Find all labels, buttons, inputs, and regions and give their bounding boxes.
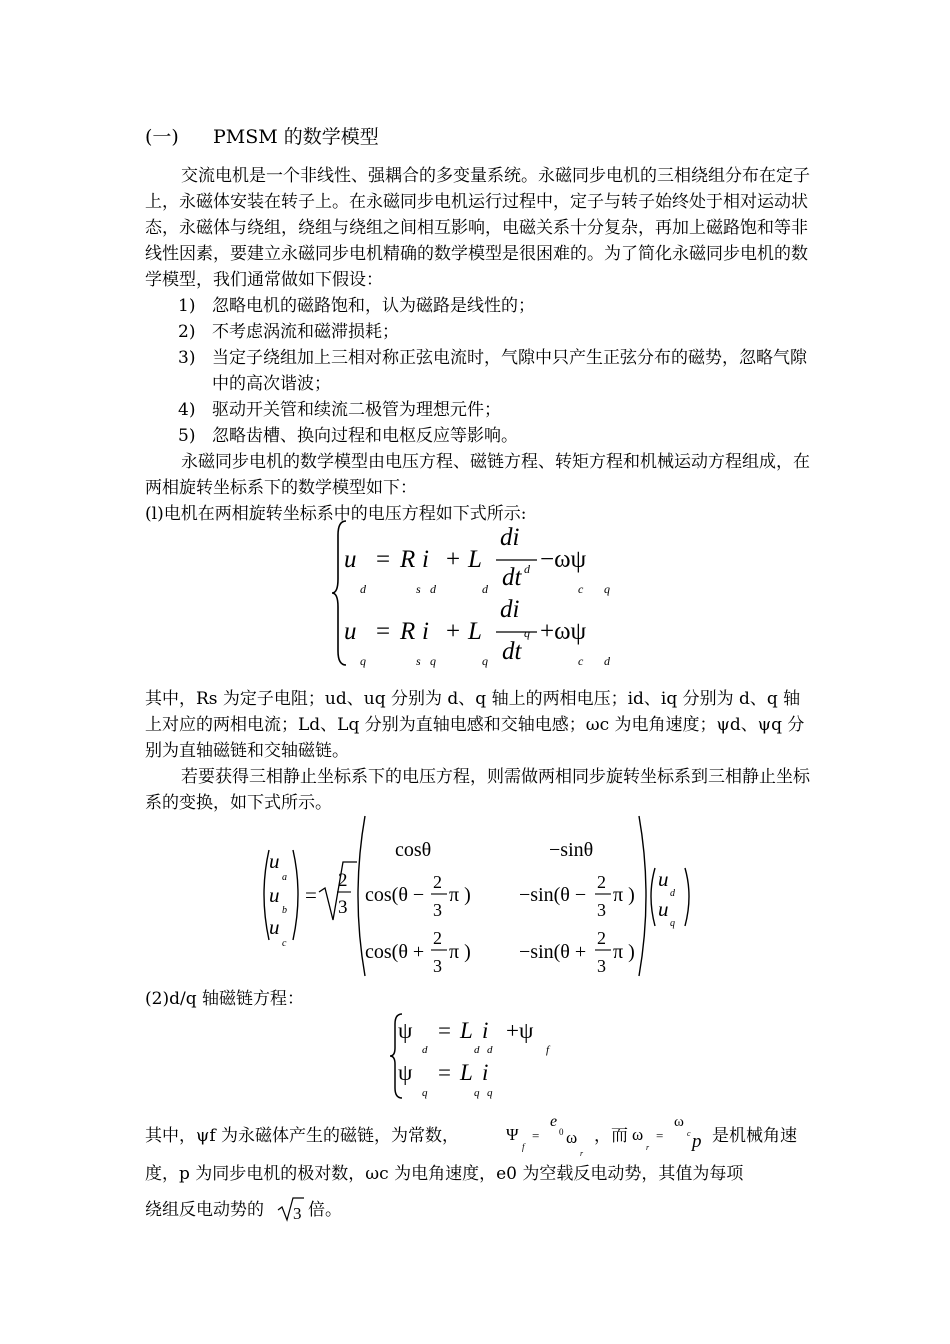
svg-text:L: L: [460, 1018, 473, 1043]
svg-text:s: s: [416, 582, 421, 596]
model-paragraph: 永磁同步电机的数学模型由电压方程、磁链方程、转矩方程和机械运动方程组成，在两相旋转坐标系下的数学模型如下：: [145, 452, 810, 498]
svg-text:d: d: [360, 582, 366, 596]
svg-text:d: d: [474, 1044, 480, 1056]
svg-text:p: p: [692, 1131, 702, 1152]
svg-text:u: u: [269, 915, 280, 939]
svg-text:L: L: [468, 546, 482, 573]
svg-text:s: s: [416, 654, 421, 668]
svg-text:d: d: [604, 654, 610, 668]
svg-text:c: c: [687, 1129, 691, 1138]
svg-text:ω: ω: [674, 1114, 684, 1130]
svg-text:cos(θ +: cos(θ +: [365, 941, 425, 963]
svg-text:+: +: [446, 618, 461, 645]
flux-equation-caption: (2)d/q 轴磁链方程：: [145, 989, 304, 1009]
svg-text:f: f: [546, 1044, 550, 1056]
svg-text:b: b: [282, 905, 287, 916]
svg-text:dt: dt: [502, 638, 522, 665]
svg-text:=: =: [438, 1018, 451, 1043]
svg-text:q: q: [430, 654, 436, 668]
svg-text:=: =: [532, 1128, 540, 1143]
svg-text:q: q: [422, 1087, 428, 1099]
svg-text:R: R: [400, 618, 416, 645]
svg-text:u: u: [658, 897, 669, 921]
section-heading: [145, 122, 379, 149]
svg-text:cosθ: cosθ: [395, 839, 432, 861]
svg-text:d: d: [422, 1044, 428, 1056]
svg-text:3: 3: [433, 956, 442, 976]
svg-text:=: =: [438, 1060, 451, 1085]
svg-text:π ): π ): [449, 941, 471, 963]
svg-text:−sinθ: −sinθ: [549, 839, 594, 861]
svg-text:+ωψ: +ωψ: [540, 618, 587, 645]
svg-text:L: L: [468, 618, 482, 645]
heading-title: PMSM 的数学模型: [213, 126, 379, 148]
svg-text:ψ: ψ: [398, 1018, 413, 1043]
svg-text:q: q: [487, 1087, 493, 1099]
assumption-number: 3): [178, 348, 196, 368]
intro-paragraph: 交流电机是一个非线性、强耦合的多变量系统。永磁同步电机的三相绕组分布在定子上，永磁体安装在转子上。在永磁同步电机运行过程中，定子与转子始终处于相对运动状态，永磁体与绕组，绕组与绕组之间相互影响，电磁关系十分复杂，再加上磁路饱和等非线性因素，要建立永磁同步电机精确的数学模型是很困难的。为了简化永磁同步电机的数学模型，我们通常做如下假设：: [145, 166, 810, 290]
svg-text:2: 2: [597, 928, 606, 948]
heading-number: (一): [145, 126, 179, 148]
svg-text:i: i: [482, 1018, 489, 1043]
svg-text:R: R: [400, 546, 416, 573]
svg-text:u: u: [658, 867, 669, 891]
svg-text:−ωψ: −ωψ: [540, 546, 587, 573]
voltage-equation: [330, 515, 630, 674]
assumption-text: 忽略电机的磁路饱和，认为磁路是线性的；: [212, 296, 535, 316]
svg-text:f: f: [522, 1142, 525, 1152]
assumption-text: 忽略齿槽、换向过程和电枢反应等影响。: [212, 426, 518, 446]
assumption-number: 1): [178, 296, 196, 316]
svg-text:L: L: [460, 1060, 473, 1085]
svg-text:di: di: [500, 596, 520, 623]
flux-variables-line-2: 度，p 为同步电机的极对数，ωc 为电角速度，e0 为空载反电动势，其值为每项: [145, 1164, 744, 1184]
svg-text:c: c: [578, 654, 584, 668]
svg-text:d: d: [524, 562, 530, 576]
psi-f-formula: [500, 1112, 600, 1164]
svg-text:π ): π ): [613, 884, 635, 906]
svg-text:i: i: [482, 1060, 489, 1085]
assumption-number: 2): [178, 322, 196, 342]
svg-text:ψ: ψ: [398, 1060, 413, 1085]
flux-text-e: 绕组反电动势的: [145, 1200, 264, 1220]
svg-text:i: i: [422, 618, 429, 645]
transform-equation: [255, 812, 700, 986]
svg-text:+: +: [446, 546, 461, 573]
svg-text:di: di: [500, 524, 520, 551]
svg-text:−sin(θ −: −sin(θ −: [519, 884, 587, 906]
transform-paragraph: 若要获得三相静止坐标系下的电压方程，则需做两相同步旋转坐标系到三相静止坐标系的变换，如下式所示。: [145, 767, 810, 813]
svg-text:q: q: [604, 582, 610, 596]
flux-equation: [388, 1010, 568, 1106]
svg-text:d: d: [670, 888, 675, 899]
flux-variables-line-1: [145, 1123, 459, 1149]
svg-text:q: q: [482, 654, 488, 668]
flux-text-c: 是机械角速: [712, 1126, 797, 1146]
svg-text:+ψ: +ψ: [506, 1018, 534, 1043]
svg-text:r: r: [580, 1149, 584, 1158]
flux-text-b: ，而: [594, 1126, 628, 1146]
svg-text:q: q: [474, 1087, 480, 1099]
assumption-text: 当定子绕组加上三相对称正弦电流时，气隙中只产生正弦分布的磁势，忽略气隙中的高次谐波；: [212, 348, 807, 394]
assumption-number: 4): [178, 400, 196, 420]
flux-text-f-wrap: [308, 1197, 342, 1223]
flux-variables-line-3: [145, 1197, 264, 1223]
svg-text:2: 2: [597, 872, 606, 892]
flux-text-a: 其中，ψf 为永磁体产生的磁链，为常数，: [145, 1126, 460, 1146]
voltage-variables-paragraph: 其中，Rs 为定子电阻；ud、uq 分别为 d、q 轴上的两相电压；id、iq 分别为 d、q 轴上对应的两相电流；Ld、Lq 分别为直轴电感和交轴电感；ωc 为电角速度；ψd、ψq 分别为直轴磁链和交轴磁链。: [145, 689, 805, 761]
assumption-text: 驱动开关管和续流二极管为理想元件；: [212, 400, 501, 420]
svg-text:dt: dt: [502, 564, 522, 591]
assumption-text: 不考虑涡流和磁滞损耗；: [212, 322, 399, 342]
svg-text:3: 3: [338, 897, 348, 918]
svg-text:c: c: [282, 938, 287, 949]
svg-text:q: q: [670, 918, 675, 929]
svg-text:π ): π ): [613, 941, 635, 963]
svg-text:d: d: [430, 582, 436, 596]
svg-text:0: 0: [559, 1127, 564, 1137]
omega-r-formula: [628, 1112, 712, 1164]
assumption-number: 5): [178, 426, 196, 446]
svg-text:ω: ω: [566, 1128, 578, 1147]
svg-text:cos(θ −: cos(θ −: [365, 884, 425, 906]
svg-text:u: u: [344, 618, 357, 645]
svg-text:d: d: [482, 582, 488, 596]
svg-text:3: 3: [597, 956, 606, 976]
flux-text-c-wrap: [712, 1123, 797, 1149]
svg-text:Ψ: Ψ: [506, 1125, 519, 1144]
svg-text:3: 3: [597, 900, 606, 920]
svg-text:ω: ω: [632, 1125, 644, 1144]
svg-text:a: a: [282, 872, 287, 883]
svg-text:=: =: [305, 883, 317, 907]
svg-text:c: c: [578, 582, 584, 596]
svg-text:2: 2: [433, 928, 442, 948]
svg-text:i: i: [422, 546, 429, 573]
svg-text:2: 2: [338, 870, 348, 891]
svg-text:=: =: [656, 1128, 664, 1143]
svg-text:r: r: [646, 1143, 650, 1152]
svg-text:u: u: [269, 849, 280, 873]
svg-text:3: 3: [293, 1204, 302, 1223]
svg-text:q: q: [360, 654, 366, 668]
svg-text:=: =: [376, 618, 391, 645]
svg-text:π ): π ): [449, 884, 471, 906]
flux-text-f: 倍。: [308, 1200, 342, 1220]
voltage-equation-caption: (l)电机在两相旋转坐标系中的电压方程如下式所示:: [145, 504, 527, 524]
svg-text:=: =: [376, 546, 391, 573]
svg-text:3: 3: [433, 900, 442, 920]
svg-text:q: q: [524, 626, 530, 640]
svg-text:u: u: [344, 546, 357, 573]
svg-text:d: d: [487, 1044, 493, 1056]
svg-text:−sin(θ +: −sin(θ +: [519, 941, 587, 963]
sqrt3-formula: [276, 1194, 306, 1228]
flux-text-b-wrap: [594, 1123, 628, 1149]
svg-text:u: u: [269, 883, 280, 907]
svg-text:e: e: [550, 1113, 558, 1130]
svg-text:2: 2: [433, 872, 442, 892]
